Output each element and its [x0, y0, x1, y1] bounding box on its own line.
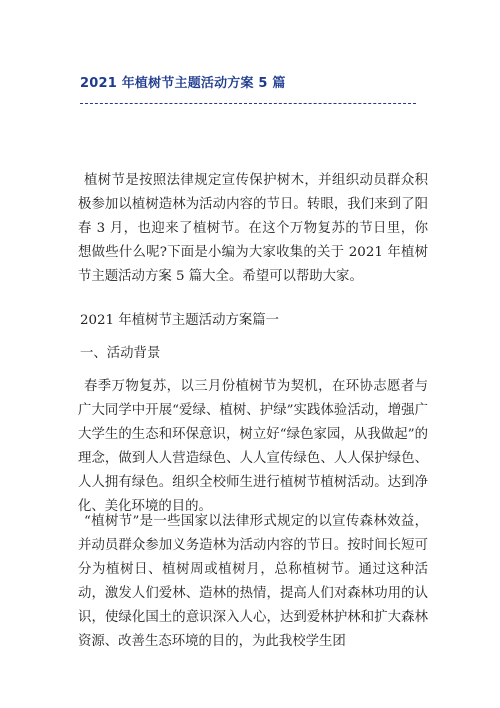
sub-heading: 一、活动背景: [80, 346, 161, 361]
title-divider: [80, 103, 416, 104]
section-heading: 2021 年植树节主题活动方案篇一: [80, 313, 280, 328]
body-paragraph-1: 春季万物复苏，以三月份植树节为契机，在环协志愿者与广大同学中开展“爱绿、植树、护绿”实践体验活动，增强广大学生的生态和环保意识，树立好“绿色家园，从我做起”的理念，做到人人营造绿色、人人宣传绿色、人人保护绿色、人人拥有绿色。组织全校师生进行植树节植树活动。达到净化、美化环境的目的。: [78, 379, 428, 514]
intro-paragraph: 植树节是按照法律规定宣传保护树木，并组织动员群众积极参加以植树造林为活动内容的节日。转眼，我们来到了阳春 3 月，也迎来了植树节。在这个万物复苏的节日里，你想做些什么呢?下面是小编为大家收集的关于 2021 年植树节主题活动方案 5 篇大全。希望可以帮助大家。: [78, 173, 428, 284]
document-title: 2021 年植树节主题活动方案 5 篇: [80, 76, 286, 91]
body-paragraph-2: “植树节”是一些国家以法律形式规定的以宣传森林效益，并动员群众参加义务造林为活动内容的节日。按时间长短可分为植树日、植树周或植树月，总称植树节。通过这种活动，激发人们爱林、造林的热情，提高人们对森林功用的认识，使绿化国土的意识深入人心，达到爱林护林和扩大森林资源、改善生态环境的目的，为此我校学生团: [78, 514, 428, 649]
